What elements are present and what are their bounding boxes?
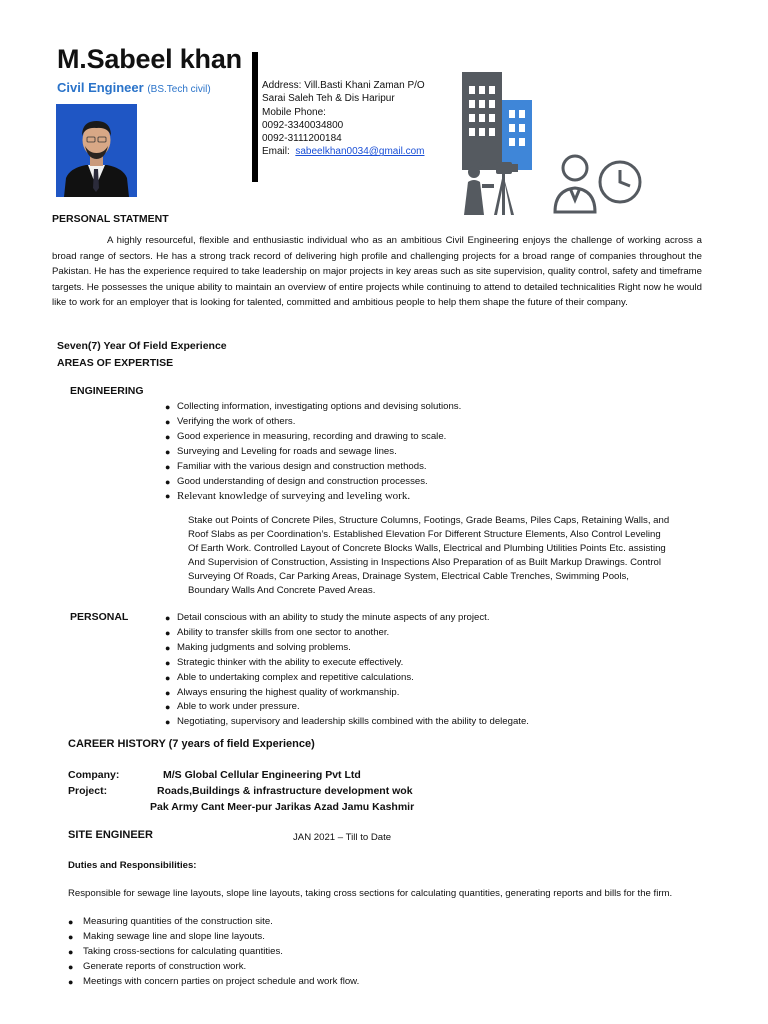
company-label: Company: [68,769,120,781]
job-title [57,80,211,95]
list-item: ● Meetings with concern parties on project schedule and work flow. [68,975,360,987]
list-item: ● Always ensuring the highest quality of workmanship. [165,686,400,698]
list-item: ● Negotiating, supervisory and leadership skills combined with the ability to delegate. [165,716,529,728]
list-item: ● Making sewage line and slope line layouts. [68,930,265,942]
engineering-detail: Stake out Points of Concrete Piles, Structure Columns, Footings, Grade Beams, Piles Caps, Retaining Walls, and Roof Slabs as per Coordination’s. Established Elevation For Different Structure Elements, Also Control Leveling Of Earth Work. Controlled Layout of Concrete Blocks Walls, Electrical and Plumbing Utilities Points Etc. assisting And Supervision of Construction, Assisting in Inspections Also Preparation of as Built Markup Drawings. Control Surveying Of Roads, Car Parking Areas, Drainage System, Electrical Cable Trenches, Swimming Pools, Boundary Walls And Concrete Paved Areas. [188,515,670,596]
header-illustration [460,70,645,215]
engineering-heading: ENGINEERING [70,385,144,397]
mobile-label: Mobile Phone: [262,106,326,118]
email-label: Email: [262,146,290,158]
title-text: Civil Engineer [57,80,144,95]
phone-2: 0092-3111200184 [262,133,342,145]
duties-heading: Duties and Responsibilities: [68,860,197,871]
role-title: SITE ENGINEER [68,829,153,841]
personal-list [165,611,725,730]
experience-line: Seven(7) Year Of Field Experience [57,340,227,352]
list-item: ● Taking cross-sections for calculating quantities. [68,945,283,957]
role-dates: JAN 2021 – Till to Date [293,832,392,843]
phone-1: 0092-3340034800 [262,119,344,131]
list-item: ● Verifying the work of others. [165,415,296,427]
profile-photo [56,104,137,197]
duties-list [68,915,688,990]
email-link[interactable]: sabeelkhan0034@gmail.com [295,146,425,158]
project-label: Project: [68,785,108,797]
list-item: ● Good understanding of design and construction processes. [165,475,428,487]
areas-heading: AREAS OF EXPERTISE [57,357,174,369]
personal-statement-text: A highly resourceful, flexible and enthusiastic individual who as an ambitious Civil Engineering enjoys the challenge of working across a broad range of sectors. He has a strong track record of delivering high profile and challenging projects for a broad range of companies throughout the Pakistan. He has the experience required to take leadership on major projects in key areas such as site supervision, quality control, safety and timeframe targets. He possesses the unique ability to maintain an overview of entire projects while continuing to attend to detailed technicalities Right now he would like to work for an employer that is looking for talented, committed and ambitious people to help them shape the future of their company. [52,235,702,309]
header-divider [252,52,258,182]
list-item: ● Surveying and Leveling for roads and sewage lines. [165,445,397,457]
list-item: ● Making judgments and solving problems. [165,641,351,653]
list-item: ● Measuring quantities of the construction site. [68,916,273,927]
list-item: ● Able to work under pressure. [165,701,300,713]
email-row [262,145,425,158]
list-item: ● Ability to transfer skills from one sector to another. [165,626,390,638]
personal-statement-heading: PERSONAL STATMENT [52,213,169,225]
candidate-name: M.Sabeel khan [57,44,242,74]
duties-text: Responsible for sewage line layouts, slope line layouts, taking cross sections for calculating quantities, generating reports and bills for the firm. [68,888,673,899]
company-name: M/S Global Cellular Engineering Pvt Ltd [163,769,361,781]
career-heading: CAREER HISTORY (7 years of field Experience) [68,738,315,750]
project-location: Pak Army Cant Meer-pur Jarikas Azad Jamu Kashmir [150,801,415,813]
list-item: ● Familiar with the various design and construction methods. [165,460,427,472]
address-line-1: Address: Vill.Basti Khani Zaman P/O [262,80,425,91]
contact-block [262,79,425,159]
personal-heading: PERSONAL [70,611,129,623]
list-item: ● Strategic thinker with the ability to execute effectively. [165,656,404,668]
building-icon [462,72,532,170]
list-item: ● Collecting information, investigating options and devising solutions. [165,401,462,412]
engineering-list [165,400,725,504]
degree-text: (BS.Tech civil) [147,84,211,95]
engineer-clock-icon [555,156,640,212]
list-item: ● Generate reports of construction work. [68,960,247,972]
project-name: Roads,Buildings & infrastructure development wok [157,785,413,797]
list-item: ● Good experience in measuring, recording and drawing to scale. [165,430,447,442]
list-item: ● Able to undertaking complex and repetitive calculations. [165,671,414,683]
list-item: ● Relevant knowledge of surveying and leveling work. [165,490,411,503]
address-line-2: Sarai Saleh Teh & Dis Haripur [262,93,395,105]
list-item: ● Detail conscious with an ability to study the minute aspects of any project. [165,612,490,623]
